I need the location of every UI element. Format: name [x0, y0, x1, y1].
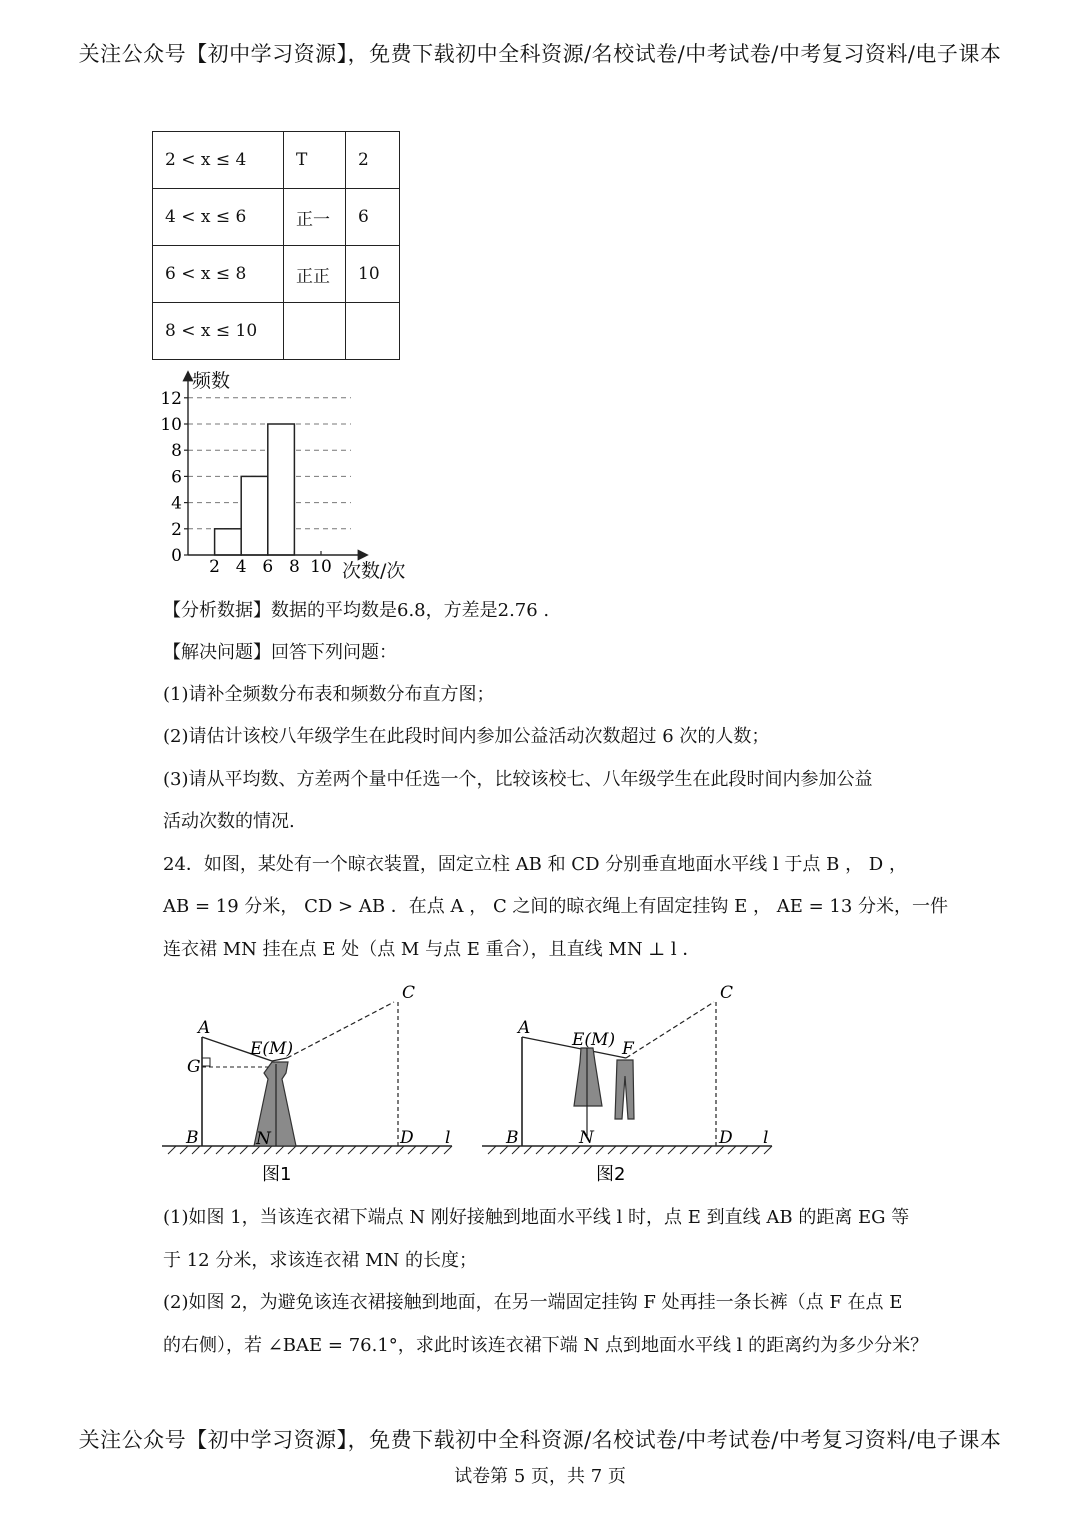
x-tick-label: 10 [310, 557, 332, 577]
label-n: N [256, 1129, 271, 1149]
label-em: E(M) [250, 1039, 294, 1059]
label-n: N [579, 1128, 594, 1148]
label-c: C [720, 983, 734, 1003]
table-row [153, 303, 400, 360]
range-cell: 2 < x ≤ 4 [153, 132, 284, 189]
footer-banner: 关注公众号【初中学习资源】，免费下载初中全科资源/名校试卷/中考试卷/中考复习资料/电子课本 [78, 1428, 1002, 1452]
page-number: 试卷第 5 页，共 7 页 [454, 1466, 626, 1487]
y-tick-label: 10 [160, 415, 182, 435]
y-tick-label: 12 [160, 388, 182, 409]
problem-24-line3: 连衣裙 MN 挂在点 E 处（点 M 与点 E 重合），且直线 MN ⊥ l ． [163, 939, 701, 960]
figure-2 [470, 978, 790, 1193]
tally-cell: 正一 [284, 189, 346, 246]
label-em: E(M) [572, 1030, 616, 1050]
x-axis-label: 次数/次 [342, 560, 406, 582]
y-tick-label: 2 [171, 519, 182, 540]
range-cell: 6 < x ≤ 8 [153, 246, 284, 303]
label-a: A [518, 1018, 531, 1038]
label-l: l [445, 1128, 451, 1148]
question-1: (1)请补全频数分布表和频数分布直方图； [163, 684, 495, 705]
label-d: D [719, 1128, 733, 1148]
label-l: l [763, 1128, 769, 1148]
table-row [153, 132, 400, 189]
count-cell [346, 303, 400, 360]
label-b: B [186, 1128, 199, 1148]
trousers-icon [615, 1060, 634, 1119]
rope-fc [626, 1002, 714, 1058]
tally-cell: 正正 [284, 246, 346, 303]
count-cell: 10 [346, 246, 400, 303]
histogram-bar [215, 529, 242, 555]
header-banner: 关注公众号【初中学习资源】，免费下载初中全科资源/名校试卷/中考试卷/中考复习资料/电子课本 [78, 42, 1002, 66]
range-cell: 4 < x ≤ 6 [153, 189, 284, 246]
question-3-line1: (3)请从平均数、方差两个量中任选一个，比较该校七、八年级学生在此段时间内参加公益 [163, 769, 873, 790]
sub-question-1-line1: (1)如图 1，当该连衣裙下端点 N 刚好接触到地面水平线 l 时，点 E 到直线 AB 的距离 EG 等 [163, 1207, 910, 1228]
figure-2-caption: 图2 [596, 1164, 626, 1185]
rope-ec [287, 1002, 394, 1058]
x-tick-label: 2 [209, 557, 221, 577]
y-tick-label: 6 [171, 467, 182, 488]
sub-question-1-line2: 于 12 分米，求该连衣裙 MN 的长度； [163, 1250, 477, 1271]
table-row [153, 189, 400, 246]
tally-cell [284, 303, 346, 360]
histogram-bar [241, 476, 268, 555]
figure-1-caption: 图1 [262, 1164, 292, 1185]
tally-cell: T [284, 132, 346, 189]
right-angle-mark [202, 1058, 210, 1066]
frequency-histogram [140, 363, 430, 585]
question-2: (2)请估计该校八年级学生在此段时间内参加公益活动次数超过 6 次的人数； [163, 726, 770, 747]
table-row [153, 246, 400, 303]
label-c: C [402, 983, 416, 1003]
dress-icon [574, 1048, 602, 1106]
count-cell: 6 [346, 189, 400, 246]
label-a: A [198, 1018, 211, 1038]
frequency-table [152, 131, 400, 360]
problem-24-line2: AB = 19 分米， CD > AB ．在点 A ， C 之间的晾衣绳上有固定挂钩 E ， AE = 13 分米，一件 [163, 896, 949, 917]
question-3-line2: 活动次数的情况. [163, 811, 295, 832]
label-b: B [506, 1128, 519, 1148]
label-d: D [400, 1128, 414, 1148]
y-tick-label: 0 [171, 546, 182, 566]
label-g: G [187, 1057, 201, 1077]
x-tick-label: 8 [288, 557, 300, 577]
histogram-bar [268, 424, 295, 555]
x-tick-label: 4 [235, 557, 247, 577]
y-tick-label: 4 [171, 493, 182, 514]
analysis-text: 【分析数据】数据的平均数是6.8，方差是2.76 . [163, 600, 550, 621]
label-f: F [622, 1039, 634, 1059]
x-tick-label: 6 [262, 557, 274, 577]
range-cell: 8 < x ≤ 10 [153, 303, 284, 360]
figure-1 [150, 978, 470, 1193]
problem-24-line1: 24．如图，某处有一个晾衣装置，固定立柱 AB 和 CD 分别垂直地面水平线 l 于点 B ， D ， [163, 854, 907, 875]
sub-question-2-line1: (2)如图 2，为避免该连衣裙接触到地面，在另一端固定挂钩 F 处再挂一条长裤（点 F 在点 E [163, 1292, 903, 1313]
y-tick-label: 8 [171, 441, 182, 462]
sub-question-2-line2: 的右侧），若 ∠BAE = 76.1°，求此时该连衣裙下端 N 点到地面水平线 l 的距离约为多少分米？ [163, 1335, 929, 1356]
count-cell: 2 [346, 132, 400, 189]
y-axis-label: 频数 [192, 370, 231, 392]
solve-heading: 【解决问题】回答下列问题： [163, 642, 397, 663]
